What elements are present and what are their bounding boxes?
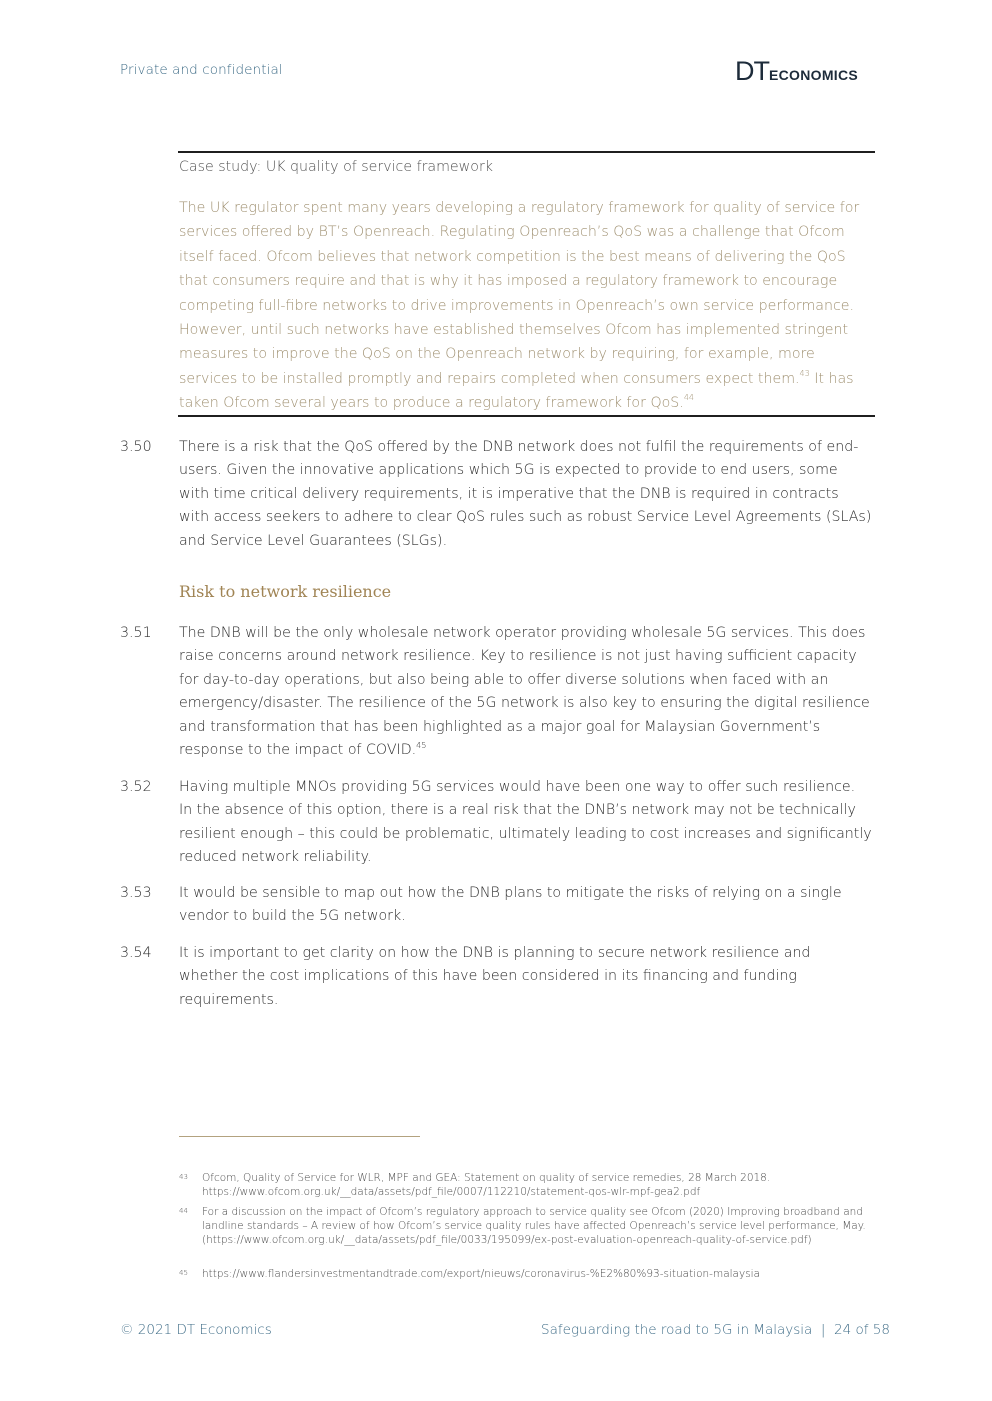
dt-economics-logo bbox=[735, 56, 858, 87]
header-confidentiality: Private and confidential bbox=[120, 62, 283, 78]
footnote-text: https://www.flandersinvestmentandtrade.com/export/nieuws/coronavirus-%E2%80%93-situation-malaysia bbox=[202, 1268, 761, 1280]
paragraph-text: It would be sensible to map out how the DNB plans to mitigate the risks of relying on a single vendor to build the 5G network. bbox=[179, 885, 842, 925]
paragraph-number: 3.52 bbox=[120, 779, 152, 795]
paragraph-number: 3.51 bbox=[120, 625, 152, 641]
paragraph-number: 3.53 bbox=[120, 885, 152, 901]
paragraph-text: It is important to get clarity on how the DNB is planning to secure network resilience and whether the cost implications of this have been considered in its financing and funding requirements. bbox=[179, 945, 811, 1008]
paragraph-text: There is a risk that the QoS offered by the DNB network does not fulfil the requirements of end-users. Given the innovative applications which 5G is expected to provide to end users, some with time critical delivery requirements, it is imperative that the DNB is required in contracts with access seekers to adhere to clear QoS rules such as robust Service Level Agreements (SLAs) and Service Level Guarantees (SLGs). bbox=[179, 439, 872, 549]
paragraph-number: 3.50 bbox=[120, 439, 152, 455]
paragraph-text: Having multiple MNOs providing 5G services would have been one way to offer such resilience. In the absence of this option, there is a real risk that the DNB’s network may not be technically resilient enough – this could be problematic, ultimately leading to cost increases and significantly reduced network reliability. bbox=[179, 779, 872, 866]
footnote-number: 43 bbox=[179, 1173, 188, 1181]
case-study-text-2: It has taken Ofcom several years to produce a regulatory framework for QoS. bbox=[179, 370, 854, 412]
case-study-title: Case study: UK quality of service framework bbox=[179, 159, 493, 175]
footnote-ref-45: 45 bbox=[416, 741, 427, 751]
footnote-ref-44: 44 bbox=[683, 393, 694, 403]
footnote-ref-43: 43 bbox=[799, 368, 810, 378]
case-study-body bbox=[179, 196, 875, 416]
footnote-divider bbox=[179, 1136, 420, 1137]
paragraph-text-wrapper bbox=[179, 622, 872, 762]
footnote-number: 44 bbox=[179, 1207, 188, 1215]
footnote-text: For a discussion on the impact of Ofcom’s regulatory approach to service quality see Ofcom (2020) Improving broadband and landline standards – A review of how Ofcom’s service quality rules have affected Openreach’s service level performance, May. (https://www.ofcom.org.uk/__data/assets/pdf_file/0033/195099/ex-post-evaluation-openreach-quality-of-service.pdf) bbox=[202, 1206, 866, 1246]
case-study-text-1: The UK regulator spent many years developing a regulatory framework for quality of service for services offered by BT’s Openreach. Regulating Openreach’s QoS was a challenge that Ofcom itself faced. Ofcom believes that network competition is the best means of delivering the QoS that consumers require and that is why it has imposed a regulatory framework to encourage competing full-fibre networks to drive improvements in Openreach’s own service performance. However, until such networks have established themselves Ofcom has implemented stringent measures to improve the QoS on the Openreach network by requiring, for example, more services to be installed promptly and repairs completed when consumers expect them. bbox=[179, 200, 860, 387]
footer-page-info: Safeguarding the road to 5G in Malaysia | 24 of 58 bbox=[541, 1322, 890, 1338]
footnote-number: 45 bbox=[179, 1269, 188, 1277]
footer-copyright: © 2021 DT Economics bbox=[120, 1322, 272, 1338]
section-subheading: Risk to network resilience bbox=[179, 582, 392, 601]
case-study-box bbox=[178, 151, 875, 417]
logo-dt: DT bbox=[735, 56, 769, 86]
paragraph-text: The DNB will be the only wholesale network operator providing wholesale 5G services. This does raise concerns around network resilience. Key to resilience is not just having sufficient capacity for day-to-day operations, but also being able to offer diverse solutions when faced with an emergency/disaster. The resilience of the 5G network is also key to ensuring the digital resilience and transformation that has been highlighted as a major goal for Malaysian Government’s response to the impact of COVID. bbox=[179, 625, 870, 759]
paragraph-number: 3.54 bbox=[120, 945, 152, 961]
footnote-text: Ofcom, Quality of Service for WLR, MPF and GEA: Statement on quality of service remedies, 28 March 2018. https://www.ofcom.org.uk/__data/assets/pdf_file/0007/112210/statement-qos-wlr-mpf-gea2.pdf bbox=[202, 1172, 771, 1198]
logo-economics: ECONOMICS bbox=[769, 67, 859, 83]
